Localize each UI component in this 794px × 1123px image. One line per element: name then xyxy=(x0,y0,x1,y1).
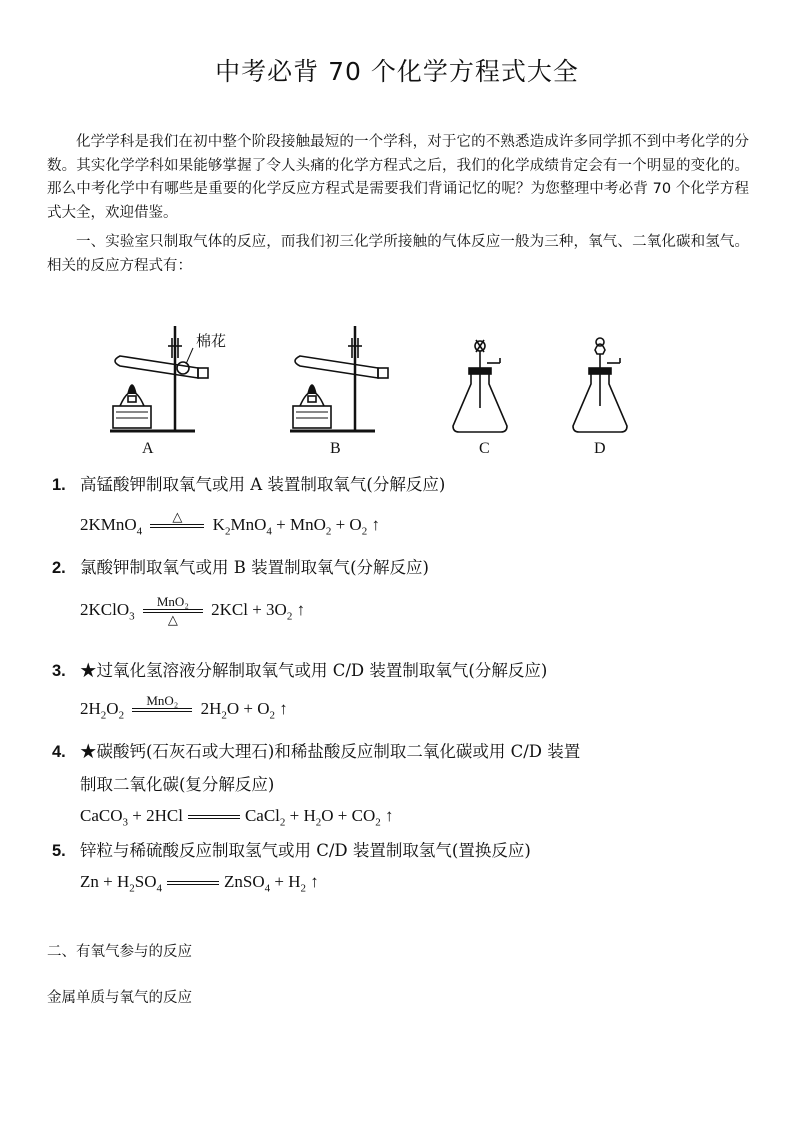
intro-paragraph: 化学学科是我们在初中整个阶段接触最短的一个学科，对于它的不熟悉造成许多同学抓不到中考化学的分数。其实化学学科如果能够掌握了令人头痛的化学方程式之后，我们的化学成绩肯定会有一个明显的变化的。那么中考化学中有哪些是重要的化学反应方程式是需要我们背诵记忆的呢？为您整理中考必背 70 个化学方程式大全，欢迎借鉴。 xyxy=(47,134,749,221)
figure-label-d: D xyxy=(594,440,606,457)
item-number: 4. xyxy=(52,743,66,761)
heat-condition: △ xyxy=(167,612,178,627)
section-1-paragraph: 一、实验室只制取气体的反应，而我们初三化学所接触的气体反应一般为三种，氧气、二氧化碳和氢气。相关的反应方程式有： xyxy=(47,234,749,274)
equation-4: CaCO$_3$ + 2HCl CaCl$_2$ + $H_2O + CO_2$ ↑ xyxy=(80,806,394,829)
catalyst-condition: MnO₂ xyxy=(146,693,179,708)
cotton-label: 棉花 xyxy=(196,332,227,350)
item-number: 2. xyxy=(52,559,66,577)
section-2-heading: 二、有氧气参与的反应 xyxy=(47,944,192,960)
figure-label-a: A xyxy=(142,440,154,457)
item-number: 3. xyxy=(52,662,66,680)
equation-1: 2KMnO$_4$ △ $K_2MnO_4 + MnO_2 + O_2$ ↑ xyxy=(80,509,380,538)
heat-condition: △ xyxy=(172,509,183,524)
item-text: ★过氧化氢溶液分解制取氧气或用 C/D 装置制取氧气(分解反应) xyxy=(80,661,548,680)
equation-3: $2H_2O_2$ MnO₂ $2H_2O + O_2$ ↑ xyxy=(80,693,288,722)
figure-label-c: C xyxy=(479,440,490,457)
equation-item-2 xyxy=(52,555,429,581)
item-text: ★碳酸钙(石灰石或大理石)和稀盐酸反应制取二氧化碳或用 C/D 装置 xyxy=(80,742,581,761)
apparatus-figure xyxy=(100,318,660,468)
equation-2: 2KClO$_3$ MnO₂ △ $2KCl + 3O_2$ ↑ xyxy=(80,594,306,627)
figure-label-b: B xyxy=(330,440,341,457)
apparatus-b xyxy=(290,326,388,431)
item-text-continued: 制取二氧化碳(复分解反应) xyxy=(80,775,275,794)
equation-item-4 xyxy=(52,739,580,798)
apparatus-c xyxy=(453,340,507,432)
equation-item-5 xyxy=(52,838,531,864)
equation-5: $Zn + H_2SO_4$ ZnSO$_4$ + $H_2$ ↑ xyxy=(80,872,319,895)
equation-item-1 xyxy=(52,472,445,498)
item-text: 氯酸钾制取氧气或用 B 装置制取氧气(分解反应) xyxy=(80,558,429,577)
item-text: 锌粒与稀硫酸反应制取氢气或用 C/D 装置制取氢气(置换反应) xyxy=(80,841,531,860)
equation-item-3 xyxy=(52,658,547,684)
apparatus-d xyxy=(573,338,627,432)
catalyst-condition: MnO₂ xyxy=(156,594,189,609)
apparatus-a xyxy=(110,326,208,431)
item-text: 高锰酸钾制取氧气或用 A 装置制取氧气(分解反应) xyxy=(80,475,446,494)
page-title: 中考必背 70 个化学方程式大全 xyxy=(215,57,579,86)
subsection-heading: 金属单质与氧气的反应 xyxy=(47,990,192,1006)
item-number: 1. xyxy=(52,476,66,494)
item-number: 5. xyxy=(52,842,66,860)
